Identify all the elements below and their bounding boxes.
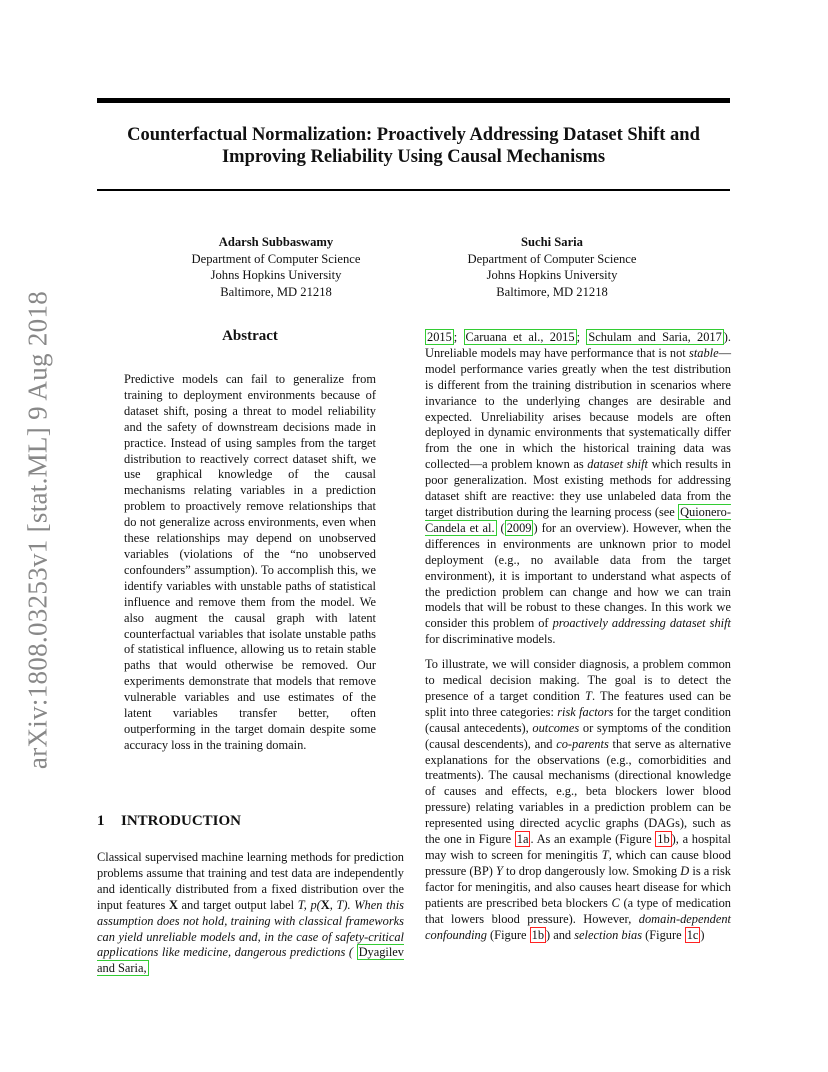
text-run: that serve as alternative explanations for the observations (e.g., comorbidities and treatments). The causal mechanisms (directional knowledge of causes and effects, e.g., beta blockers lower blood pressure) relating variables in a prediction problem can be represented using directed acyclic graphs (DAGs), such as the one in Figure bbox=[425, 736, 731, 847]
text-run: to drop dangerously low. Smoking bbox=[502, 863, 681, 878]
author-block-1 bbox=[156, 234, 396, 300]
text-run: is a risk factor for meningitis, and also causes heart disease for which patients are prescribed beta blockers bbox=[425, 863, 732, 910]
citation-link-dyagilev[interactable]: Dyagilev and Saria, bbox=[97, 945, 404, 976]
emphasis: stable bbox=[689, 345, 719, 360]
text-run: Classical supervised machine learning methods for prediction problems assume that training and test data are independently and identically distributed from a fixed distribution over the input features bbox=[97, 850, 404, 912]
section-number: 1 bbox=[97, 813, 105, 829]
text-run: To illustrate, we will consider diagnosis, a problem common to medical decision making. The goal is to detect the presence of a target condition bbox=[425, 657, 731, 703]
arxiv-id: arXiv:1808.03253v1 [stat.ML] 9 Aug 2018 bbox=[22, 290, 53, 770]
text-run: for discriminative models. bbox=[425, 632, 556, 647]
text-run: (Figure bbox=[486, 927, 530, 942]
emphasis: proactively addressing dataset shift bbox=[552, 616, 731, 631]
math-run: T, p( bbox=[297, 897, 321, 912]
text-run: and target output label bbox=[177, 897, 298, 912]
math-C: C bbox=[611, 895, 620, 910]
figure-link-1b-second[interactable]: 1b bbox=[531, 927, 545, 942]
figure-link-1a[interactable]: 1a bbox=[516, 832, 529, 847]
emphasis: risk factors bbox=[557, 704, 614, 719]
text-run: (a type of medication that lowers blood pressure). However, bbox=[425, 895, 731, 926]
math-D: D bbox=[680, 863, 690, 878]
text-run: ) for an overview). However, when the differences in environments are unknown prior to model deployment (e.g., no available data from the target environment), it is important to understand what aspects of the prediction problem can change and how we can train models that will be robust to these changes. In this work we consider this problem of bbox=[425, 520, 731, 631]
author-name: Suchi Saria bbox=[521, 235, 583, 249]
emphasis: domain-dependent confounding bbox=[425, 911, 731, 942]
text-run: or symptoms of the condition (causal descendents), and bbox=[425, 720, 731, 751]
intro-paragraph-left bbox=[97, 850, 404, 977]
citation-link-dyagilev-year[interactable]: 2015 bbox=[427, 330, 452, 344]
math-X: X bbox=[320, 897, 330, 912]
abstract-heading: Abstract bbox=[222, 328, 278, 344]
text-run: ( bbox=[496, 520, 505, 535]
abstract-text: Predictive models can fail to generalize from training to deployment environments because of dataset shift, posing a threat to model reliability and the safety of downstream decisions made in practice. Instead of using samples from the target distribution to reactively correct dataset shift, we use graphical knowledge of the causal mechanisms relating variables in a prediction problem to proactively remove relationships that do not generalize across environments, even when these relationships may depend on unobserved variables (violations of the “no unobserved confounders” assumption). To accomplish this, we identify variables with unstable paths of statistical influence and remove them from the model. We also augment the causal graph with latent counterfactual variables that isolate unstable paths of statistical influence, allowing us to retain stable paths that would otherwise be removed. Our experiments demonstrate that models that remove vulnerable variables and use estimates of the latent variables transfer better, often outperforming in the target domain despite some accuracy loss in the training domain. bbox=[124, 372, 376, 752]
text-run: which results in poor generalization. Most existing methods for addressing dataset shift are reactive: they use unlabeled data from the target distribution during the learning process (see bbox=[425, 457, 731, 519]
author-dept: Department of Computer Science bbox=[467, 251, 637, 266]
author-univ: Johns Hopkins University bbox=[210, 268, 342, 282]
figure-link-1b[interactable]: 1b bbox=[657, 832, 670, 847]
text-run: ). Unreliable models may have performance that is not bbox=[425, 330, 732, 360]
citation-link-quionero-year[interactable]: 2009 bbox=[506, 520, 532, 535]
text-run: , T). When this assumption does not hold, training with classical frameworks can yield unreliable models and, in the case of safety-critical applications like medicine, dangerous predictions ( bbox=[97, 897, 404, 960]
author-block-2 bbox=[432, 234, 672, 300]
math-Y: Y bbox=[495, 863, 503, 878]
math-T: T bbox=[585, 688, 592, 703]
text-run: ) bbox=[700, 927, 705, 942]
top-rule bbox=[97, 98, 730, 103]
text-run: for the target condition (causal antecedents), bbox=[425, 704, 731, 735]
text-run: . The features used can be split into three categories: bbox=[425, 688, 731, 719]
text-run: —model performance varies greatly when the test distribution is different from the training distribution in scenarios where invariance to the underlying changes are desirable and expected. Unreliability arises because models are often deployed in dynamic environments that systematically differ from the one in which the historical training data was collected—a problem known as bbox=[425, 345, 731, 472]
author-name: Adarsh Subbaswamy bbox=[218, 235, 334, 249]
intro-paragraph-right-1 bbox=[425, 330, 731, 648]
emphasis: outcomes bbox=[532, 720, 580, 735]
section-heading-introduction bbox=[97, 813, 241, 830]
intro-paragraph-right-2 bbox=[425, 657, 731, 943]
author-dept: Department of Computer Science bbox=[191, 251, 361, 266]
text-run: (Figure bbox=[642, 927, 685, 942]
title-line-2: Improving Reliability Using Causal Mechanisms bbox=[221, 147, 606, 167]
text-run: . As an example (Figure bbox=[530, 832, 656, 847]
title-rule bbox=[97, 189, 730, 191]
author-city: Baltimore, MD 21218 bbox=[220, 284, 332, 299]
text-run: ; bbox=[576, 330, 587, 344]
text-run: ; bbox=[453, 330, 464, 344]
emphasis: selection bias bbox=[574, 927, 643, 942]
paper-title bbox=[97, 124, 730, 168]
author-city: Baltimore, MD 21218 bbox=[496, 284, 608, 299]
author-univ: Johns Hopkins University bbox=[486, 268, 618, 282]
title-line-1: Counterfactual Normalization: Proactively Addressing Dataset Shift and bbox=[127, 125, 700, 145]
section-title: INTRODUCTION bbox=[121, 813, 242, 829]
right-column bbox=[425, 330, 731, 943]
text-run: ) and bbox=[546, 927, 575, 942]
citation-link-schulam[interactable]: Schulam and Saria, 2017 bbox=[588, 330, 722, 344]
emphasis: dataset shift bbox=[587, 457, 648, 472]
math-T: T bbox=[601, 848, 609, 862]
citation-link-caruana[interactable]: Caruana et al., 2015 bbox=[465, 330, 575, 344]
citation-link-quionero[interactable]: Quionero-Candela et al. bbox=[425, 504, 731, 535]
text-run: , which can cause blood pressure (BP) bbox=[425, 848, 731, 878]
figure-link-1c[interactable]: 1c bbox=[686, 927, 699, 942]
text-run: ), a hospital may wish to screen for meningitis bbox=[425, 832, 731, 862]
emphasis: co-parents bbox=[556, 736, 609, 751]
math-X: X bbox=[168, 897, 178, 912]
